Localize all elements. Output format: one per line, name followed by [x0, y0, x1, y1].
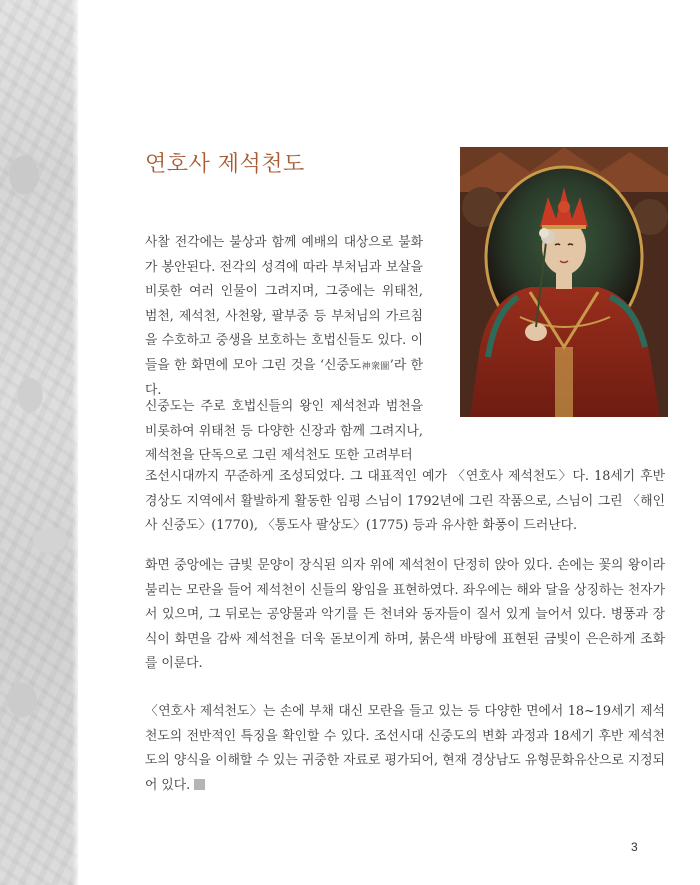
jeseokcheon-painting-image [460, 147, 668, 417]
paragraph-3: 조선시대까지 꾸준하게 조성되었다. 그 대표적인 예가 〈연호사 제석천도〉다. 18세기 후반 경상도 지역에서 활발하게 활동한 임평 스님이 1792년에 그린 작품으로, 스님이 그린 〈해인사 신중도〉(1770), 〈통도사 팔상도〉(1775) 등과 유사한 화풍이 드러난다. [145, 469, 665, 533]
paragraph-2: 신중도는 주로 호법신들의 왕인 제석천과 범천을 비롯하여 위태천 등 다양한 신장과 함께 그려지나, 제석천을 단독으로 그린 제석천도 또한 고려부터 [145, 399, 423, 463]
paragraph-5 [145, 700, 665, 798]
paragraph-1-text-a: 사찰 전각에는 불상과 함께 예배의 대상으로 불화가 봉안된다. 전각의 성격에 따라 부처님과 보살을 비롯한 여러 인물이 그려지며, 그중에는 위태천, 범천, 제석천, 사천왕, 팔부중 등 부처님의 가르침을 수호하고 중생을 보호하는 호법신들도 있다. 이들을 한 화면에 모아 그린 것을 ‘신중도 [145, 235, 423, 373]
paragraph-1 [145, 231, 423, 404]
paragraph-1-hanja: 神衆圖 [361, 361, 390, 372]
decorative-side-strip [0, 0, 78, 885]
paragraph-4: 화면 중앙에는 금빛 문양이 장식된 의자 위에 제석천이 단정히 앉아 있다. 손에는 꽃의 왕이라 불리는 모란을 들어 제석천이 신들의 왕임을 표현하였다. 좌우에는 해와 달을 상징하는 천자가 서 있으며, 그 뒤로는 공양물과 악기를 든 천녀와 동자들이 질서 있게 늘어서 있다. 병풍과 장식이 화면을 감싸 제석천을 더욱 돋보이게 하며, 붉은색 바탕에 표현된 금빛이 은은하게 조화를 이룬다. [145, 558, 665, 671]
paragraph-5-text: 〈연호사 제석천도〉는 손에 부채 대신 모란을 들고 있는 등 다양한 면에서 18~19세기 제석천도의 전반적인 특징을 확인할 수 있다. 조선시대 신중도의 변화 과정과 18세기 후반 제석천도의 양식을 이해할 수 있는 귀중한 자료로 평가되어, 현재 경상남도 유형문화유산으로 지정되어 있다. [145, 704, 665, 793]
paragraph-1-text-b: ’라 한다. [145, 357, 423, 398]
page-number: 3 [631, 840, 638, 854]
end-mark-icon [194, 779, 205, 790]
page-title: 연호사 제석천도 [145, 152, 305, 177]
